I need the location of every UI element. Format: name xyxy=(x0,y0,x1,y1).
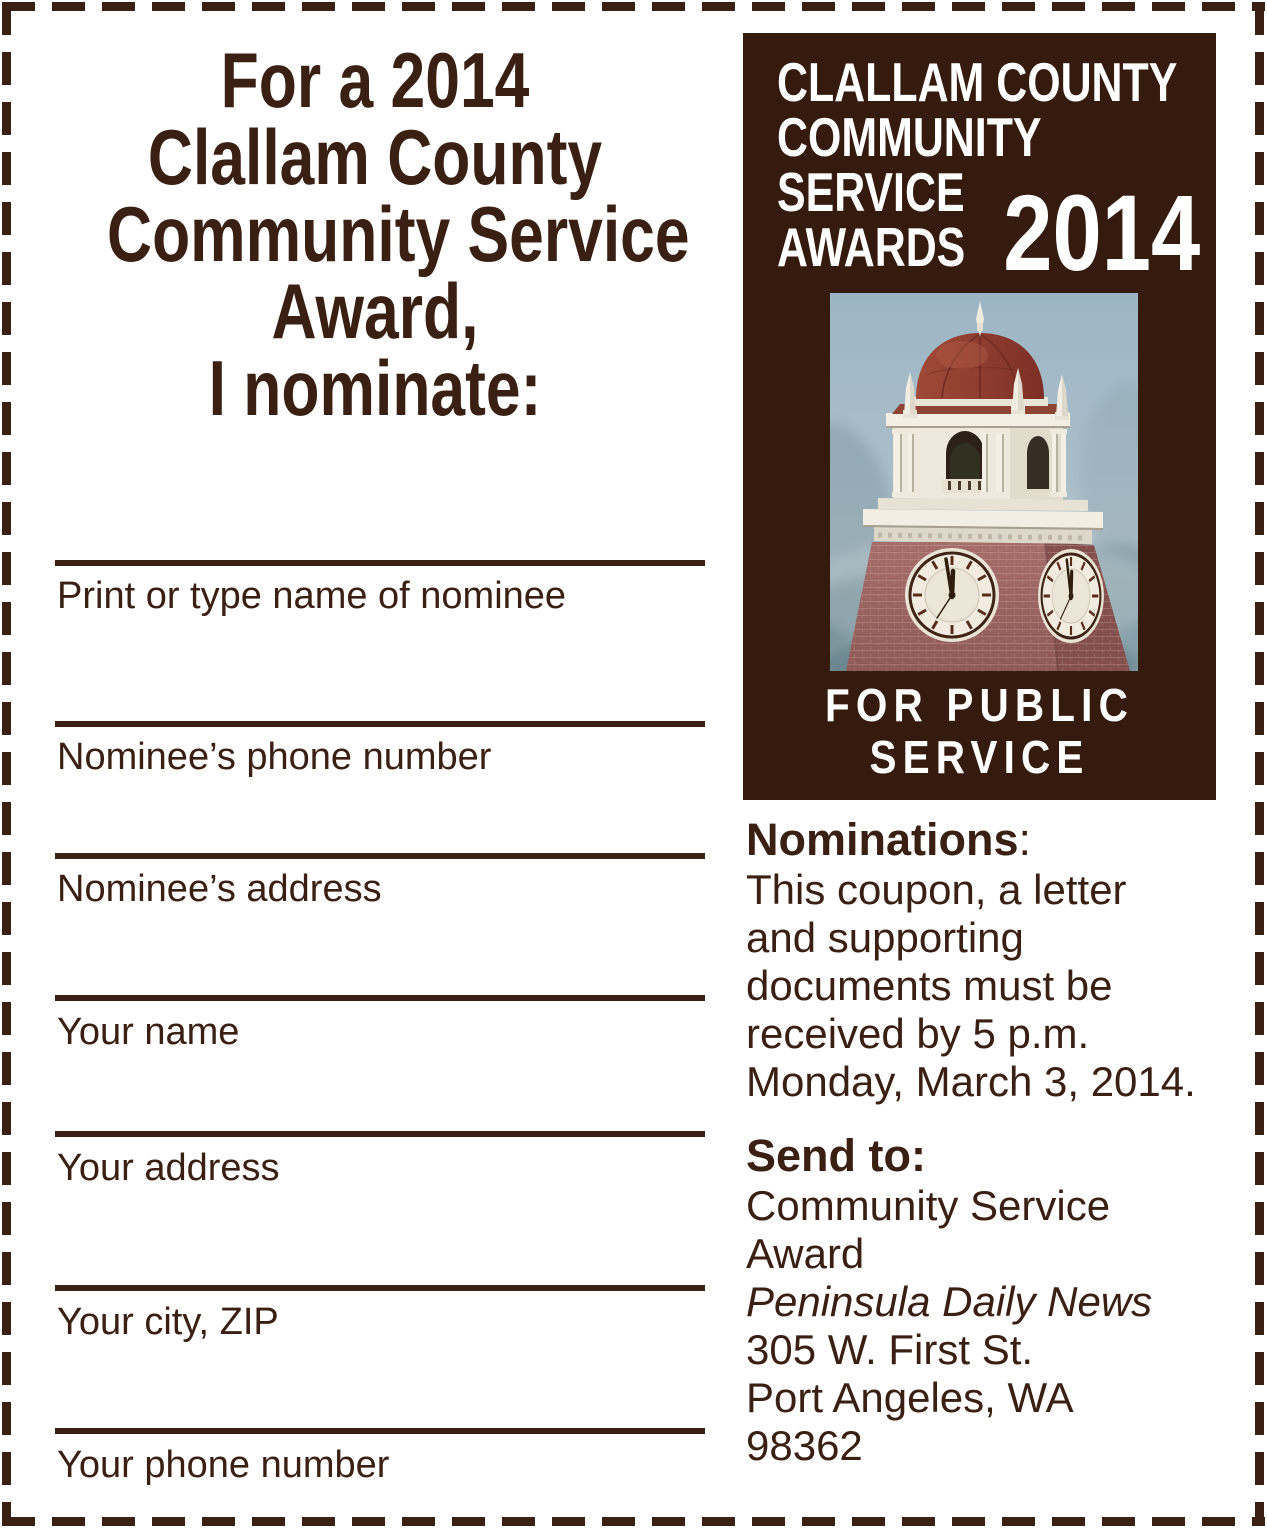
ad-title-line: CLALLAM COUNTY xyxy=(777,51,1178,113)
field-label-your-phone: Your phone number xyxy=(57,1444,390,1486)
field-label-nominee-phone: Nominee’s phone number xyxy=(57,736,492,778)
ad-year: 2014 xyxy=(1002,172,1200,293)
nominations-text-line: received by 5 p.m. xyxy=(746,1010,1090,1057)
dashed-border-left xyxy=(2,2,11,1526)
field-label-your-city-zip: Your city, ZIP xyxy=(57,1301,279,1343)
award-ad-panel xyxy=(743,33,1216,800)
headline-line: Award, xyxy=(271,267,479,355)
ad-tagline-line: SERVICE xyxy=(869,731,1090,783)
ad-title-line: AWARDS xyxy=(777,216,966,278)
send-to-line: 98362 xyxy=(746,1422,863,1469)
ad-title-line: SERVICE xyxy=(777,161,965,223)
nominations-text-line: This coupon, a letter xyxy=(746,866,1127,913)
headline-line: I nominate: xyxy=(208,344,542,432)
dashed-border-top xyxy=(2,2,1265,11)
nominee-phone-write-line[interactable] xyxy=(55,721,705,727)
headline-line: Community Service xyxy=(107,190,690,278)
ad-tagline-line: FOR PUBLIC xyxy=(825,679,1134,731)
field-label-your-address: Your address xyxy=(57,1147,280,1189)
ad-title-line: COMMUNITY xyxy=(777,106,1042,168)
nominations-block xyxy=(746,814,1236,1106)
field-label-your-name: Your name xyxy=(57,1011,240,1053)
field-label-nominee-address: Nominee’s address xyxy=(57,868,382,910)
nominee-name-write-line[interactable] xyxy=(55,560,705,566)
field-label-nominee-name: Print or type name of nominee xyxy=(57,575,567,617)
send-to-line: Community Service xyxy=(746,1182,1111,1229)
dashed-border-bottom xyxy=(2,1517,1265,1526)
send-to-block xyxy=(746,1130,1236,1470)
clock-tower-photo xyxy=(830,293,1138,671)
your-address-write-line[interactable] xyxy=(55,1131,705,1137)
your-city-zip-write-line[interactable] xyxy=(55,1285,705,1291)
coupon-headline xyxy=(40,36,710,432)
send-to-heading: Send to: xyxy=(746,1130,926,1181)
headline-line: For a 2014 xyxy=(220,36,530,124)
ad-tagline xyxy=(743,679,1216,783)
send-to-publication-name: Peninsula Daily News xyxy=(746,1278,1153,1325)
nominations-heading: Nominations: xyxy=(746,814,1032,865)
send-to-line: 305 W. First St. xyxy=(746,1326,1034,1373)
nominations-text-line: Monday, March 3, 2014. xyxy=(746,1058,1196,1105)
nominations-text-line: documents must be xyxy=(746,962,1113,1009)
headline-line: Clallam County xyxy=(147,113,603,201)
your-phone-write-line[interactable] xyxy=(55,1428,705,1434)
your-name-write-line[interactable] xyxy=(55,995,705,1001)
nominations-text-line: and supporting xyxy=(746,914,1024,961)
nominee-address-write-line[interactable] xyxy=(55,853,705,859)
send-to-line: Award xyxy=(746,1230,865,1277)
send-to-line: Port Angeles, WA xyxy=(746,1374,1074,1421)
